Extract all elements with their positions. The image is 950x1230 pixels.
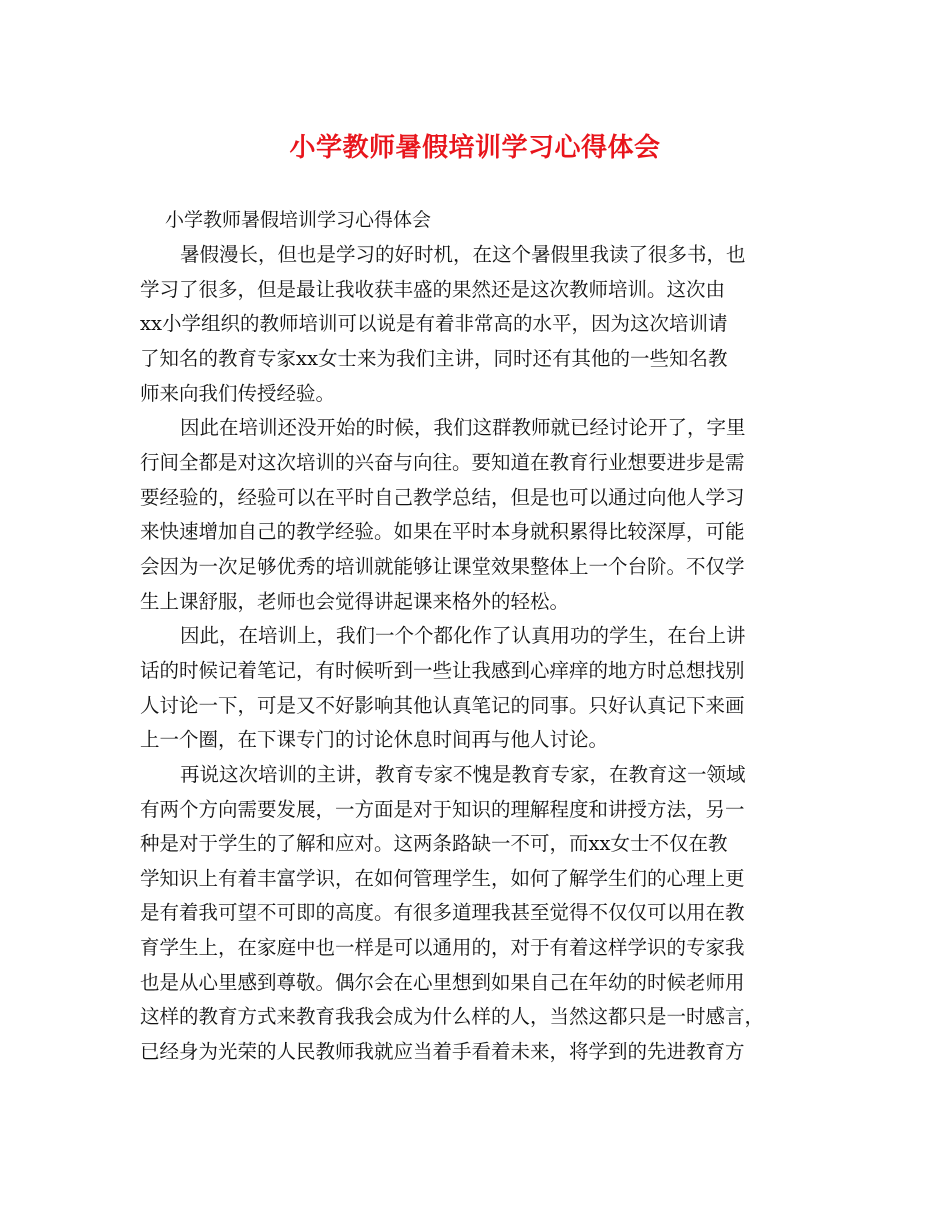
body-line: 生上课舒服，老师也会觉得讲起课来格外的轻松。 (140, 589, 570, 613)
body-line: 有两个方向需要发展，一方面是对于知识的理解程度和讲授方法，另一 (140, 797, 745, 821)
body-line: 学知识上有着丰富学识，在如何管理学生，如何了解学生们的心理上更 (140, 866, 745, 890)
document-body (140, 238, 820, 1070)
body-line: 因此，在培训上，我们一个个都化作了认真用功的学生，在台上讲 (180, 624, 746, 648)
body-line: 会因为一次足够优秀的培训就能够让课堂效果整体上一个台阶。不仅学 (140, 554, 745, 578)
body-line: 学习了很多，但是最让我收获丰盛的果然还是这次教师培训。这次由 (140, 277, 726, 301)
body-line: 要经验的，经验可以在平时自己教学总结，但是也可以通过向他人学习 (140, 485, 745, 509)
body-line: 种是对于学生的了解和应对。这两条路缺一不可，而xx女士不仅在教 (140, 832, 728, 856)
body-line: xx小学组织的教师培训可以说是有着非常高的水平，因为这次培训请 (140, 312, 728, 336)
body-line: 这样的教育方式来教育我我会成为什么样的人，当然这都只是一时感言， (140, 1005, 765, 1029)
body-line: 人讨论一下，可是又不好影响其他认真笔记的同事。只好认真记下来画 (140, 693, 745, 717)
body-line: 再说这次培训的主讲，教育专家不愧是教育专家，在教育这一领域 (180, 762, 746, 786)
document-title: 小学教师暑假培训学习心得体会 (289, 133, 661, 163)
body-line: 来快速增加自己的教学经验。如果在平时本身就积累得比较深厚，可能 (140, 520, 745, 544)
body-line: 师来向我们传授经验。 (140, 381, 336, 405)
body-line: 了知名的教育专家xx女士来为我们主讲，同时还有其他的一些知名教 (140, 346, 728, 370)
body-line: 育学生上，在家庭中也一样是可以通用的，对于有着这样学识的专家我 (140, 936, 745, 960)
body-line: 已经身为光荣的人民教师我就应当着手看着未来，将学到的先进教育方 (140, 1040, 745, 1064)
body-line: 因此在培训还没开始的时候，我们这群教师就已经讨论开了，字里 (180, 416, 746, 440)
body-line: 行间全都是对这次培训的兴奋与向往。要知道在教育行业想要进步是需 (140, 450, 745, 474)
document-subtitle: 小学教师暑假培训学习心得体会 (165, 209, 432, 231)
body-line: 上一个圈，在下课专门的讨论休息时间再与他人讨论。 (140, 728, 609, 752)
body-line: 是有着我可望不可即的高度。有很多道理我甚至觉得不仅仅可以用在教 (140, 901, 745, 925)
body-line: 也是从心里感到尊敬。偶尔会在心里想到如果自己在年幼的时候老师用 (140, 970, 745, 994)
body-line: 话的时候记着笔记，有时候听到一些让我感到心痒痒的地方时总想找别 (140, 658, 745, 682)
body-line: 暑假漫长，但也是学习的好时机，在这个暑假里我读了很多书，也 (180, 243, 746, 266)
